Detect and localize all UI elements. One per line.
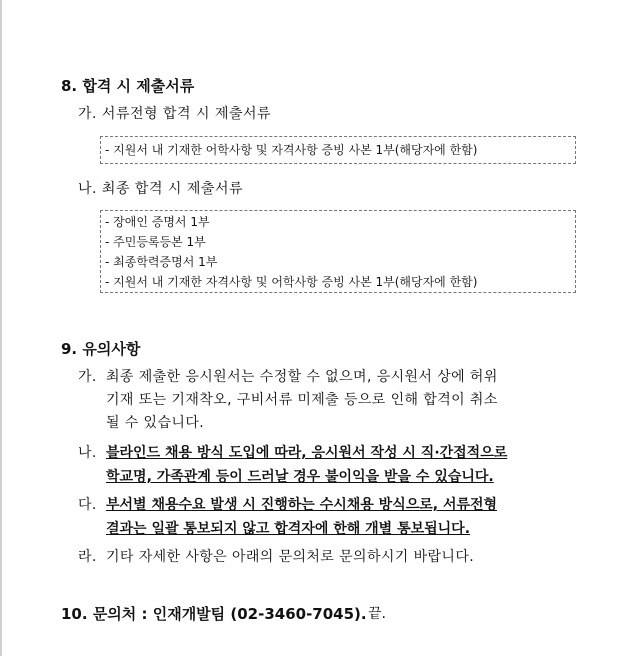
list-item: - 지원서 내 기재한 자격사항 및 어학사항 증빙 사본 1부(해당자에 한함)	[105, 275, 478, 289]
section-10-contact: 10. 문의처 : 인재개발팀 (02-3460-7045).	[61, 605, 367, 623]
section-9-ra-line-1: 기타 자세한 사항은 아래의 문의처로 문의하시기 바랍니다.	[106, 549, 475, 565]
section-9-title: 9. 유의사항	[61, 340, 141, 358]
section-8-ga-box	[100, 136, 576, 164]
section-9-da-marker: 다.	[78, 497, 97, 513]
section-9-ga-line-3: 될 수 있습니다.	[106, 415, 205, 431]
section-9-ga-line-2: 기재 또는 기재착오, 구비서류 미제출 등으로 인해 합격이 취소	[106, 392, 498, 408]
section-9-da-line-1: 부서별 채용수요 발생 시 진행하는 수시채용 방식으로, 서류전형	[106, 497, 498, 513]
list-item: - 장애인 증명서 1부	[105, 215, 210, 229]
section-8-title: 8. 합격 시 제출서류	[61, 77, 195, 95]
section-9-na-line-1: 블라인드 채용 방식 도입에 따라, 응시원서 작성 시 직·간접적으로	[106, 445, 508, 461]
section-8-na-label: 나. 최종 합격 시 제출서류	[78, 181, 243, 197]
section-8-ga-label: 가. 서류전형 합격 시 제출서류	[78, 106, 272, 122]
section-9-na-marker: 나.	[78, 445, 97, 461]
page-left-edge	[0, 0, 2, 656]
section-9-ga-marker: 가.	[78, 369, 97, 385]
end-mark: 끝.	[368, 606, 386, 622]
section-9-na-line-2: 학교명, 가족관계 등이 드러날 경우 불이익을 받을 수 있습니다.	[106, 469, 494, 485]
list-item: - 주민등록등본 1부	[105, 235, 206, 249]
list-item: - 최종학력증명서 1부	[105, 255, 218, 269]
section-9-ra-marker: 라.	[78, 549, 97, 565]
section-9-da-line-2: 결과는 일괄 통보되지 않고 합격자에 한해 개별 통보됩니다.	[106, 521, 471, 537]
section-9-ga-line-1: 최종 제출한 응시원서는 수정할 수 없으며, 응시원서 상에 허위	[106, 369, 498, 385]
section-8-na-box	[100, 210, 576, 293]
list-item: - 지원서 내 기재한 어학사항 및 자격사항 증빙 사본 1부(해당자에 한함)	[105, 143, 478, 157]
